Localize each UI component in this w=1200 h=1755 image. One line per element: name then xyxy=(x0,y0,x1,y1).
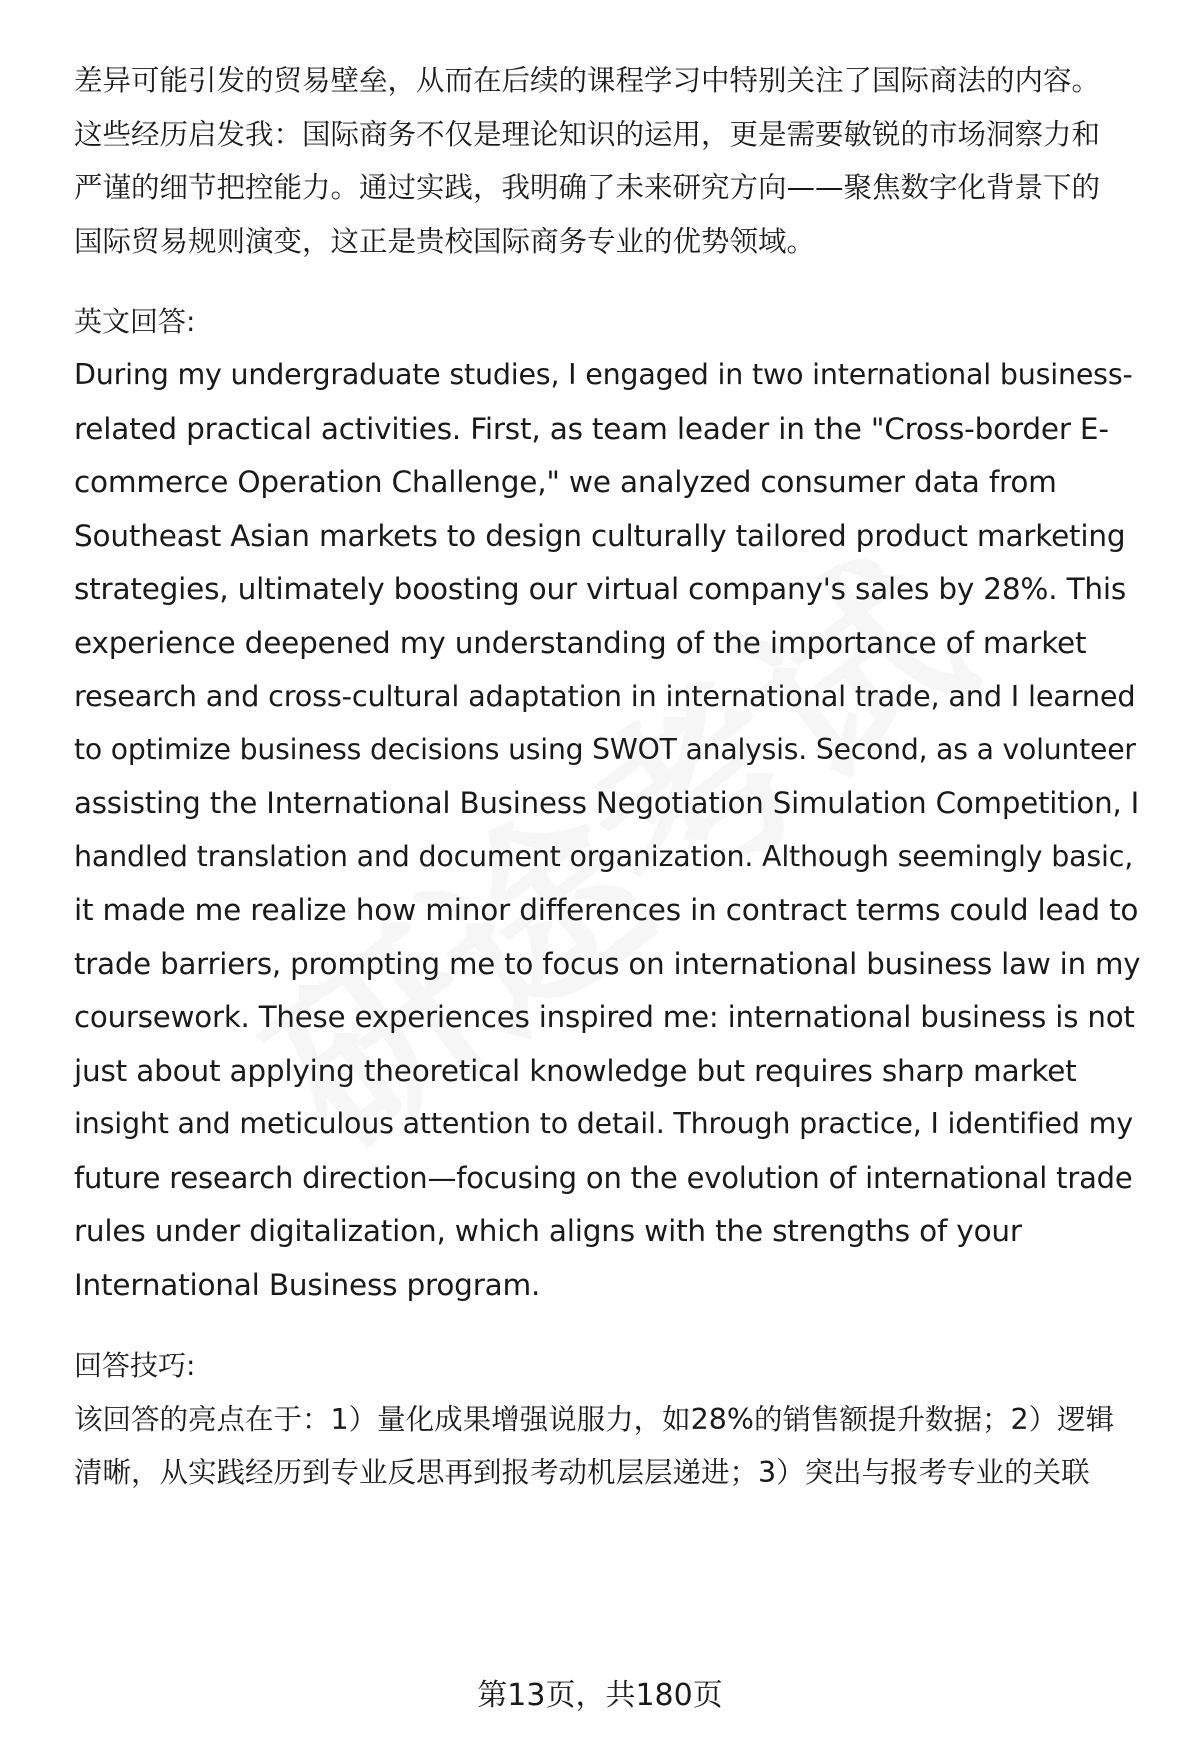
english-answer-line: it made me realize how minor differences in contract terms could lead to xyxy=(74,893,1139,927)
english-answer-line: coursework. These experiences inspired me: international business is not xyxy=(74,1000,1135,1034)
english-answer-line: During my undergraduate studies, I engaged in two international business- xyxy=(74,358,1133,391)
english-answer-line: to optimize business decisions using SWOT analysis. Second, as a volunteer xyxy=(74,733,1136,766)
tips-heading: 回答技巧: xyxy=(74,1349,196,1382)
english-answer-line: rules under digitalization, which aligns with the strengths of your xyxy=(74,1214,1022,1248)
page-number-footer: 第13页，共180页 xyxy=(477,1678,723,1713)
english-answer-line: Southeast Asian markets to design culturally tailored product marketing xyxy=(74,519,1126,553)
english-answer-line: just about applying theoretical knowledge but requires sharp market xyxy=(74,1054,1077,1088)
english-answer-line: experience deepened my understanding of the importance of market xyxy=(74,626,1087,660)
chinese-answer-line: 国际贸易规则演变，这正是贵校国际商务专业的优势领域。 xyxy=(74,225,816,258)
english-answer-heading: 英文回答: xyxy=(74,305,196,338)
english-answer-line: commerce Operation Challenge," we analyzed consumer data from xyxy=(74,465,1057,499)
chinese-answer-line: 这些经历启发我：国际商务不仅是理论知识的运用，更是需要敏锐的市场洞察力和 xyxy=(74,118,1101,151)
english-answer-line: future research direction—focusing on the evolution of international trade xyxy=(74,1161,1133,1195)
chinese-answer-line: 严谨的细节把控能力。通过实践，我明确了未来研究方向——聚焦数字化背景下的 xyxy=(74,171,1101,204)
english-answer-line: handled translation and document organization. Although seemingly basic, xyxy=(74,840,1134,873)
english-answer-line: insight and meticulous attention to detail. Through practice, I identified my xyxy=(74,1107,1133,1140)
tips-text-line: 该回答的亮点在于：1）量化成果增强说服力，如28%的销售额提升数据；2）逻辑 xyxy=(74,1403,1115,1436)
english-answer-line: trade barriers, prompting me to focus on international business law in my xyxy=(74,947,1141,981)
tips-text-line: 清晰，从实践经历到专业反思再到报考动机层层递进；3）突出与报考专业的关联 xyxy=(74,1456,1090,1489)
chinese-answer-line: 差异可能引发的贸易壁垒，从而在后续的课程学习中特别关注了国际商法的内容。 xyxy=(74,64,1101,97)
english-answer-line: International Business program. xyxy=(74,1268,541,1302)
english-answer-line: related practical activities. First, as team leader in the "Cross-border E- xyxy=(74,412,1109,446)
english-answer-line: strategies, ultimately boosting our virtual company's sales by 28%. This xyxy=(74,572,1127,606)
english-answer-line: assisting the International Business Negotiation Simulation Competition, I xyxy=(74,786,1140,820)
english-answer-line: research and cross-cultural adaptation in international trade, and I learned xyxy=(74,679,1136,713)
